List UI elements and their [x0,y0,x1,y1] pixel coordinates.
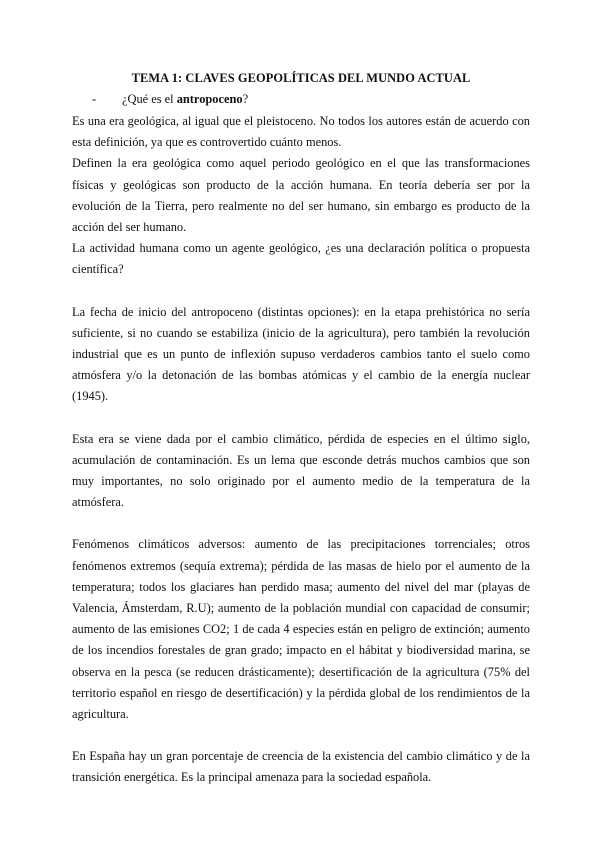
bullet-suffix: ? [242,92,249,106]
document-title: TEMA 1: CLAVES GEOPOLÍTICAS DEL MUNDO ACTUAL [131,71,471,85]
bullet-dash: - [92,92,97,106]
spacer [72,513,530,534]
paragraph-climate-change: Esta era se viene dada por el cambio climático, pérdida de especies en el último siglo, acumulación de contaminación. Es un lema que esconde detrás muchos cambios que son muy importantes, no solo originado por el aumento medio de la temperatura de la atmósfera. [72,431,530,510]
paragraph-start-date: La fecha de inicio del antropoceno (distintas opciones): en la etapa prehistórica no sería suficiente, si no cuando se estabiliza (inicio de la agricultura), pero también la revolución industrial que es un punto de inflexión supuso verdaderos cambios tanto el suelo como atmósfera y/o la detonación de las bombas atómicas y el cambio de la energía nuclear (1945). [72,304,530,404]
spacer [72,281,530,302]
document-page [72,70,530,789]
spacer [72,408,530,429]
bullet-text [122,91,248,108]
paragraph-definition: Es una era geológica, al igual que el pleistoceno. No todos los autores están de acuerdo con esta definición, ya que es controvertido cuánto menos. [72,114,530,150]
paragraph-human-activity: La actividad humana como un agente geológico, ¿es una declaración política o propuesta científica? [72,241,530,277]
bullet-prefix: ¿Qué es el [122,92,177,106]
bullet-bold-term: antropoceno [176,92,243,106]
bullet-question [72,91,530,108]
paragraph-adverse-phenomena: Fenómenos climáticos adversos: aumento de las precipitaciones torrenciales; otros fenómenos extremos (sequía extrema); pérdida de las masas de hielo por el aumento de la temperatura; todos los glaciares han perdido masa; aumento del nivel del mar (playas de Valencia, Ámsterdam, R.U); aumento de la población mundial con capacidad de consumir; aumento de las emisiones CO2; 1 de cada 4 especies están en peligro de extinción; aumento de los incendios forestales de gran grado; impacto en el hábitat y biodiversidad marina, se observa en la pesca (se reducen drásticamente); desertificación de la agricultura (75% del territorio español en riesgo de desertificación) y la pérdida global de los rendimientos de la agricultura. [72,537,530,722]
paragraph-spain: En España hay un gran porcentaje de creencia de la existencia del cambio climático y de la transición energética. Es la principal amenaza para la sociedad española. [72,749,530,785]
paragraph-geological-era: Definen la era geológica como aquel periodo geológico en el que las transformaciones físicas y geológicas son producto de la acción humana. En teoría debería ser por la evolución de la Tierra, pero realmente no del ser humano, sin embargo es producto de la acción del ser humano. [72,156,530,235]
spacer [72,725,530,746]
